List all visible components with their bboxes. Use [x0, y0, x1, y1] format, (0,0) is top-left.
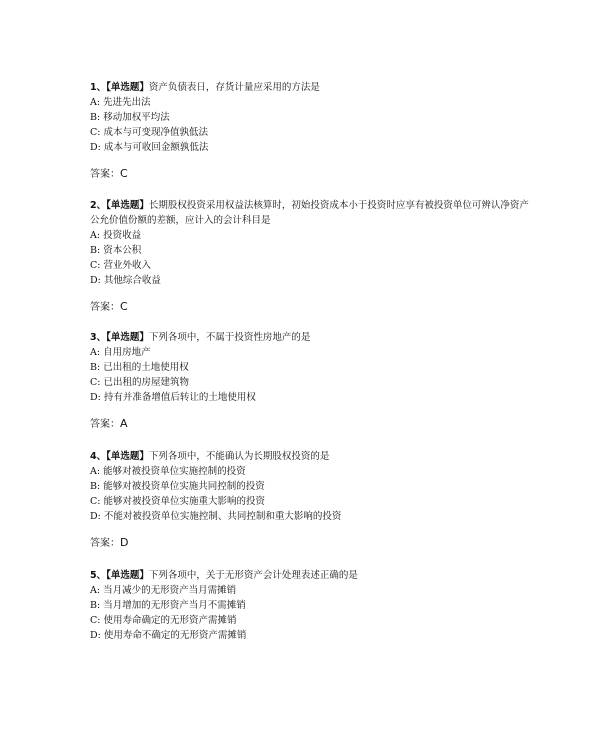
option-c: C: 已出租的房屋建筑物	[90, 377, 189, 388]
question-block	[90, 198, 530, 315]
option-b: B: 已出租的土地使用权	[90, 362, 189, 373]
question-text: 下列各项中，不能确认为长期股权投资的是	[148, 451, 330, 462]
option-b: B: 移动加权平均法	[90, 112, 170, 123]
option-a: A: 先进先出法	[90, 97, 151, 108]
answer-value: A	[120, 417, 128, 430]
question-number: 3、	[90, 332, 107, 343]
question-number: 4、	[90, 451, 107, 462]
question-title	[90, 330, 530, 345]
option-d: D: 不能对被投资单位实施控制、共同控制和重大影响的投资	[90, 511, 342, 522]
answer	[90, 416, 530, 432]
question-text: 下列各项中，关于无形资产会计处理表述正确的是	[148, 570, 358, 581]
answer	[90, 299, 530, 315]
question-number: 5、	[90, 570, 107, 581]
question-type: 【单选题】	[106, 570, 149, 581]
question-title	[90, 198, 530, 228]
option-a: A: 投资收益	[90, 230, 142, 241]
answer-value: C	[120, 300, 128, 313]
option-c: C: 营业外收入	[90, 260, 151, 271]
question-title	[90, 80, 530, 95]
question-text: 下列各项中，不属于投资性房地产的是	[148, 332, 311, 343]
question-type: 【单选题】	[106, 82, 149, 93]
question-text: 资产负债表日，存货计量应采用的方法是	[148, 82, 320, 93]
option-d: D: 使用寿命不确定的无形资产需摊销	[90, 630, 247, 641]
answer	[90, 166, 530, 182]
answer-label: 答案：	[90, 419, 120, 430]
option-d: D: 持有并准备增值后转让的土地使用权	[90, 392, 256, 403]
option-c: C: 能够对被投资单位实施重大影响的投资	[90, 496, 265, 507]
question-text: 长期股权投资采用权益法核算时，初始投资成本小于投资时应享有被投资单位可辨认净资产公允价值份额的差额，应计入的会计科目是	[90, 200, 529, 226]
answer	[90, 535, 530, 551]
option-d: D: 其他综合收益	[90, 275, 161, 286]
question-number: 1、	[90, 82, 107, 93]
option-a: A: 自用房地产	[90, 347, 151, 358]
question-type: 【单选题】	[106, 200, 149, 211]
answer-value: D	[120, 536, 129, 549]
question-block	[90, 449, 530, 551]
question-block	[90, 80, 530, 182]
option-b: B: 当月增加的无形资产当月不需摊销	[90, 600, 246, 611]
answer-label: 答案：	[90, 538, 120, 549]
question-number: 2、	[90, 200, 107, 211]
option-b: B: 能够对被投资单位实施共同控制的投资	[90, 481, 265, 492]
option-a: A: 能够对被投资单位实施控制的投资	[90, 466, 246, 477]
option-c: C: 成本与可变现净值孰低法	[90, 127, 208, 138]
answer-label: 答案：	[90, 169, 120, 180]
question-type: 【单选题】	[106, 332, 149, 343]
option-b: B: 资本公积	[90, 245, 142, 256]
question-title	[90, 449, 530, 464]
option-a: A: 当月减少的无形资产当月需摊销	[90, 585, 237, 596]
question-block	[90, 330, 530, 432]
question-type: 【单选题】	[106, 451, 149, 462]
option-c: C: 使用寿命确定的无形资产需摊销	[90, 615, 237, 626]
question-title	[90, 568, 530, 583]
answer-label: 答案：	[90, 302, 120, 313]
answer-value: C	[120, 167, 128, 180]
option-d: D: 成本与可收回金额孰低法	[90, 142, 209, 153]
question-block	[90, 568, 530, 643]
